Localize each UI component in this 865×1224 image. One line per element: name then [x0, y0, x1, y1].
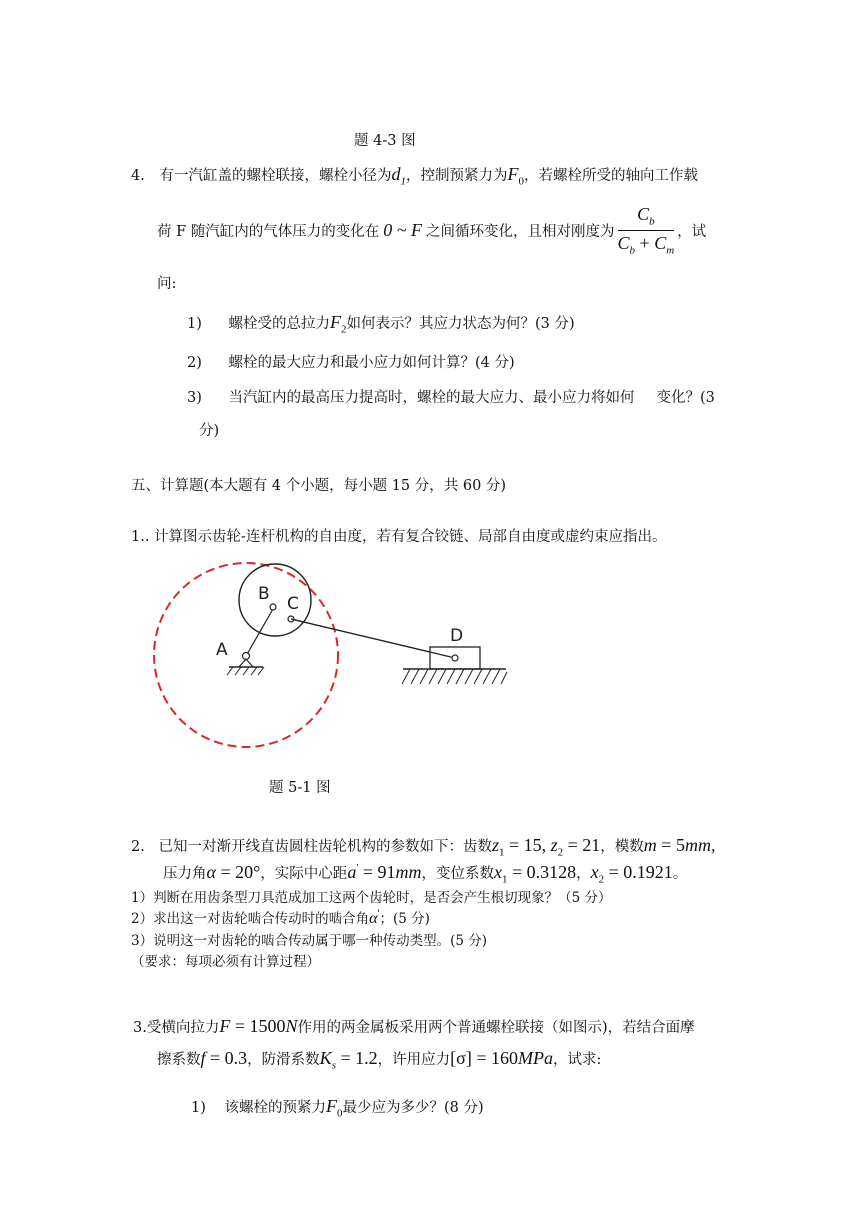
figure-caption-4-3: 题 4-3 图: [354, 133, 416, 149]
label-d: D: [450, 626, 464, 646]
question-5-3-line-2: 擦系数f = 0.3，防滑系数$K_s = 1.2$，许用应力[σ] = 160MPa，试求:: [157, 1048, 602, 1072]
question-4-line-2: [157, 203, 707, 257]
math-z1: $z_1 = 15$, $z_2 = 21$: [491, 835, 601, 859]
math-ks: $K_s = 1.2$: [319, 1048, 378, 1072]
link-ab: [246, 609, 273, 656]
question-5-2-sub-1: 1）判断在用齿条型刀具范成加工这两个齿轮时，是否会产生根切现象？（5 分）: [131, 890, 612, 906]
question-5-3-item-1: 1) 该螺栓的预紧力$F_0$最少应为多少？(8 分): [191, 1096, 484, 1120]
question-4-line-3: 问:: [157, 276, 177, 292]
label-c: C: [287, 594, 299, 614]
math-alpha: α = 20°: [206, 862, 261, 882]
stiffness-fraction: $\frac{C_b}{C_b + C_m}$: [617, 203, 675, 257]
question-4-item-3: 3) 当汽缸内的最高压力提高时，螺栓的最大应力、最小应力将如何 变化？(3: [187, 390, 715, 406]
label-a: A: [216, 640, 228, 660]
math-x2: $x_2 = 0.1921$: [590, 862, 673, 886]
question-5-3-line-1: 3.受横向拉力F = 1500N作用的两金属板采用两个普通螺栓联接（如图示)，若结合面摩: [133, 1016, 695, 1036]
question-text: ，试: [677, 223, 707, 240]
question-4-item-1: 1) 螺栓受的总拉力$F_2$如何表示？其应力状态为何？(3 分): [187, 312, 575, 336]
question-text: 荷 F 随汽缸内的气体压力的变化在: [157, 223, 380, 240]
question-5-2-note: （要求：每项必须有计算过程）: [131, 954, 320, 970]
question-text: 之间循环变化，且相对刚度为: [426, 223, 615, 240]
question-4-item-3-cont: 分): [199, 423, 220, 439]
math-F0-bolt: $F_0$: [326, 1096, 343, 1120]
math-friction: f = 0.3: [200, 1048, 248, 1068]
ground-a-hatch: [227, 667, 264, 675]
math-range: 0 ~ F: [383, 219, 423, 240]
question-5-2-sub-3: 3）说明这一对齿轮的啮合传动属于哪一种传动类型。(5 分): [131, 933, 488, 949]
question-4-item-2: 2) 螺栓的最大应力和最小应力如何计算？(4 分): [187, 355, 515, 371]
math-F0: $F_0$: [507, 164, 524, 188]
math-x1: $x_1 = 0.3128$: [493, 862, 577, 886]
question-5-2-line-1: 2. 已知一对渐开线直齿圆柱齿轮机构的参数如下：齿数$z_1 = 15$, $z_2 = 21$，模数m = 5mm,: [131, 835, 716, 859]
math-alpha-prime: α': [369, 907, 380, 927]
math-center-distance: a' = 91mm: [347, 862, 422, 882]
question-text: ，控制预紧力为: [405, 168, 508, 184]
figure-caption-5-1: 题 5-1 图: [269, 780, 331, 796]
support-a-right: [246, 659, 253, 667]
ground-d-hatch: [402, 669, 507, 684]
question-text: 有一汽缸盖的螺栓联接，螺栓小径为: [159, 168, 392, 184]
item-number: 3): [187, 390, 202, 406]
item-number: 2): [187, 355, 202, 371]
item-number: 1): [187, 316, 202, 332]
gear-circle: [239, 564, 311, 636]
math-d1: $d_1$: [391, 164, 406, 188]
joint-d: [452, 655, 458, 661]
label-b: B: [258, 584, 270, 604]
question-text: ，若螺栓所受的轴向工作载: [523, 168, 698, 184]
question-5-1: 1.. 计算图示齿轮-连杆机构的自由度，若有复合铰链、局部自由度或虚约束应指出。: [131, 529, 667, 545]
question-4-line-1: [131, 164, 698, 188]
question-5-2-sub-2: 2）求出这一对齿轮啮合传动时的啮合角α'；(5 分): [131, 907, 430, 927]
gear-linkage-figure: [150, 560, 520, 755]
math-force: F = 1500N: [219, 1016, 298, 1036]
support-a-left: [239, 659, 246, 667]
math-F2: $F_2$: [330, 312, 347, 336]
joint-b: [270, 604, 276, 610]
question-number: 4.: [131, 168, 145, 184]
joint-a: [243, 653, 250, 660]
math-sigma: [σ] = 160MPa: [450, 1048, 553, 1068]
question-5-2-line-2: 压力角α = 20°，实际中心距a' = 91mm，变位系数$x_1 = 0.3128$，$x_2 = 0.1921$。: [163, 862, 688, 886]
math-module: m = 5mm,: [643, 835, 716, 855]
section-heading-5: 五、计算题(本大题有 4 个小题，每小题 15 分，共 60 分): [131, 478, 507, 494]
